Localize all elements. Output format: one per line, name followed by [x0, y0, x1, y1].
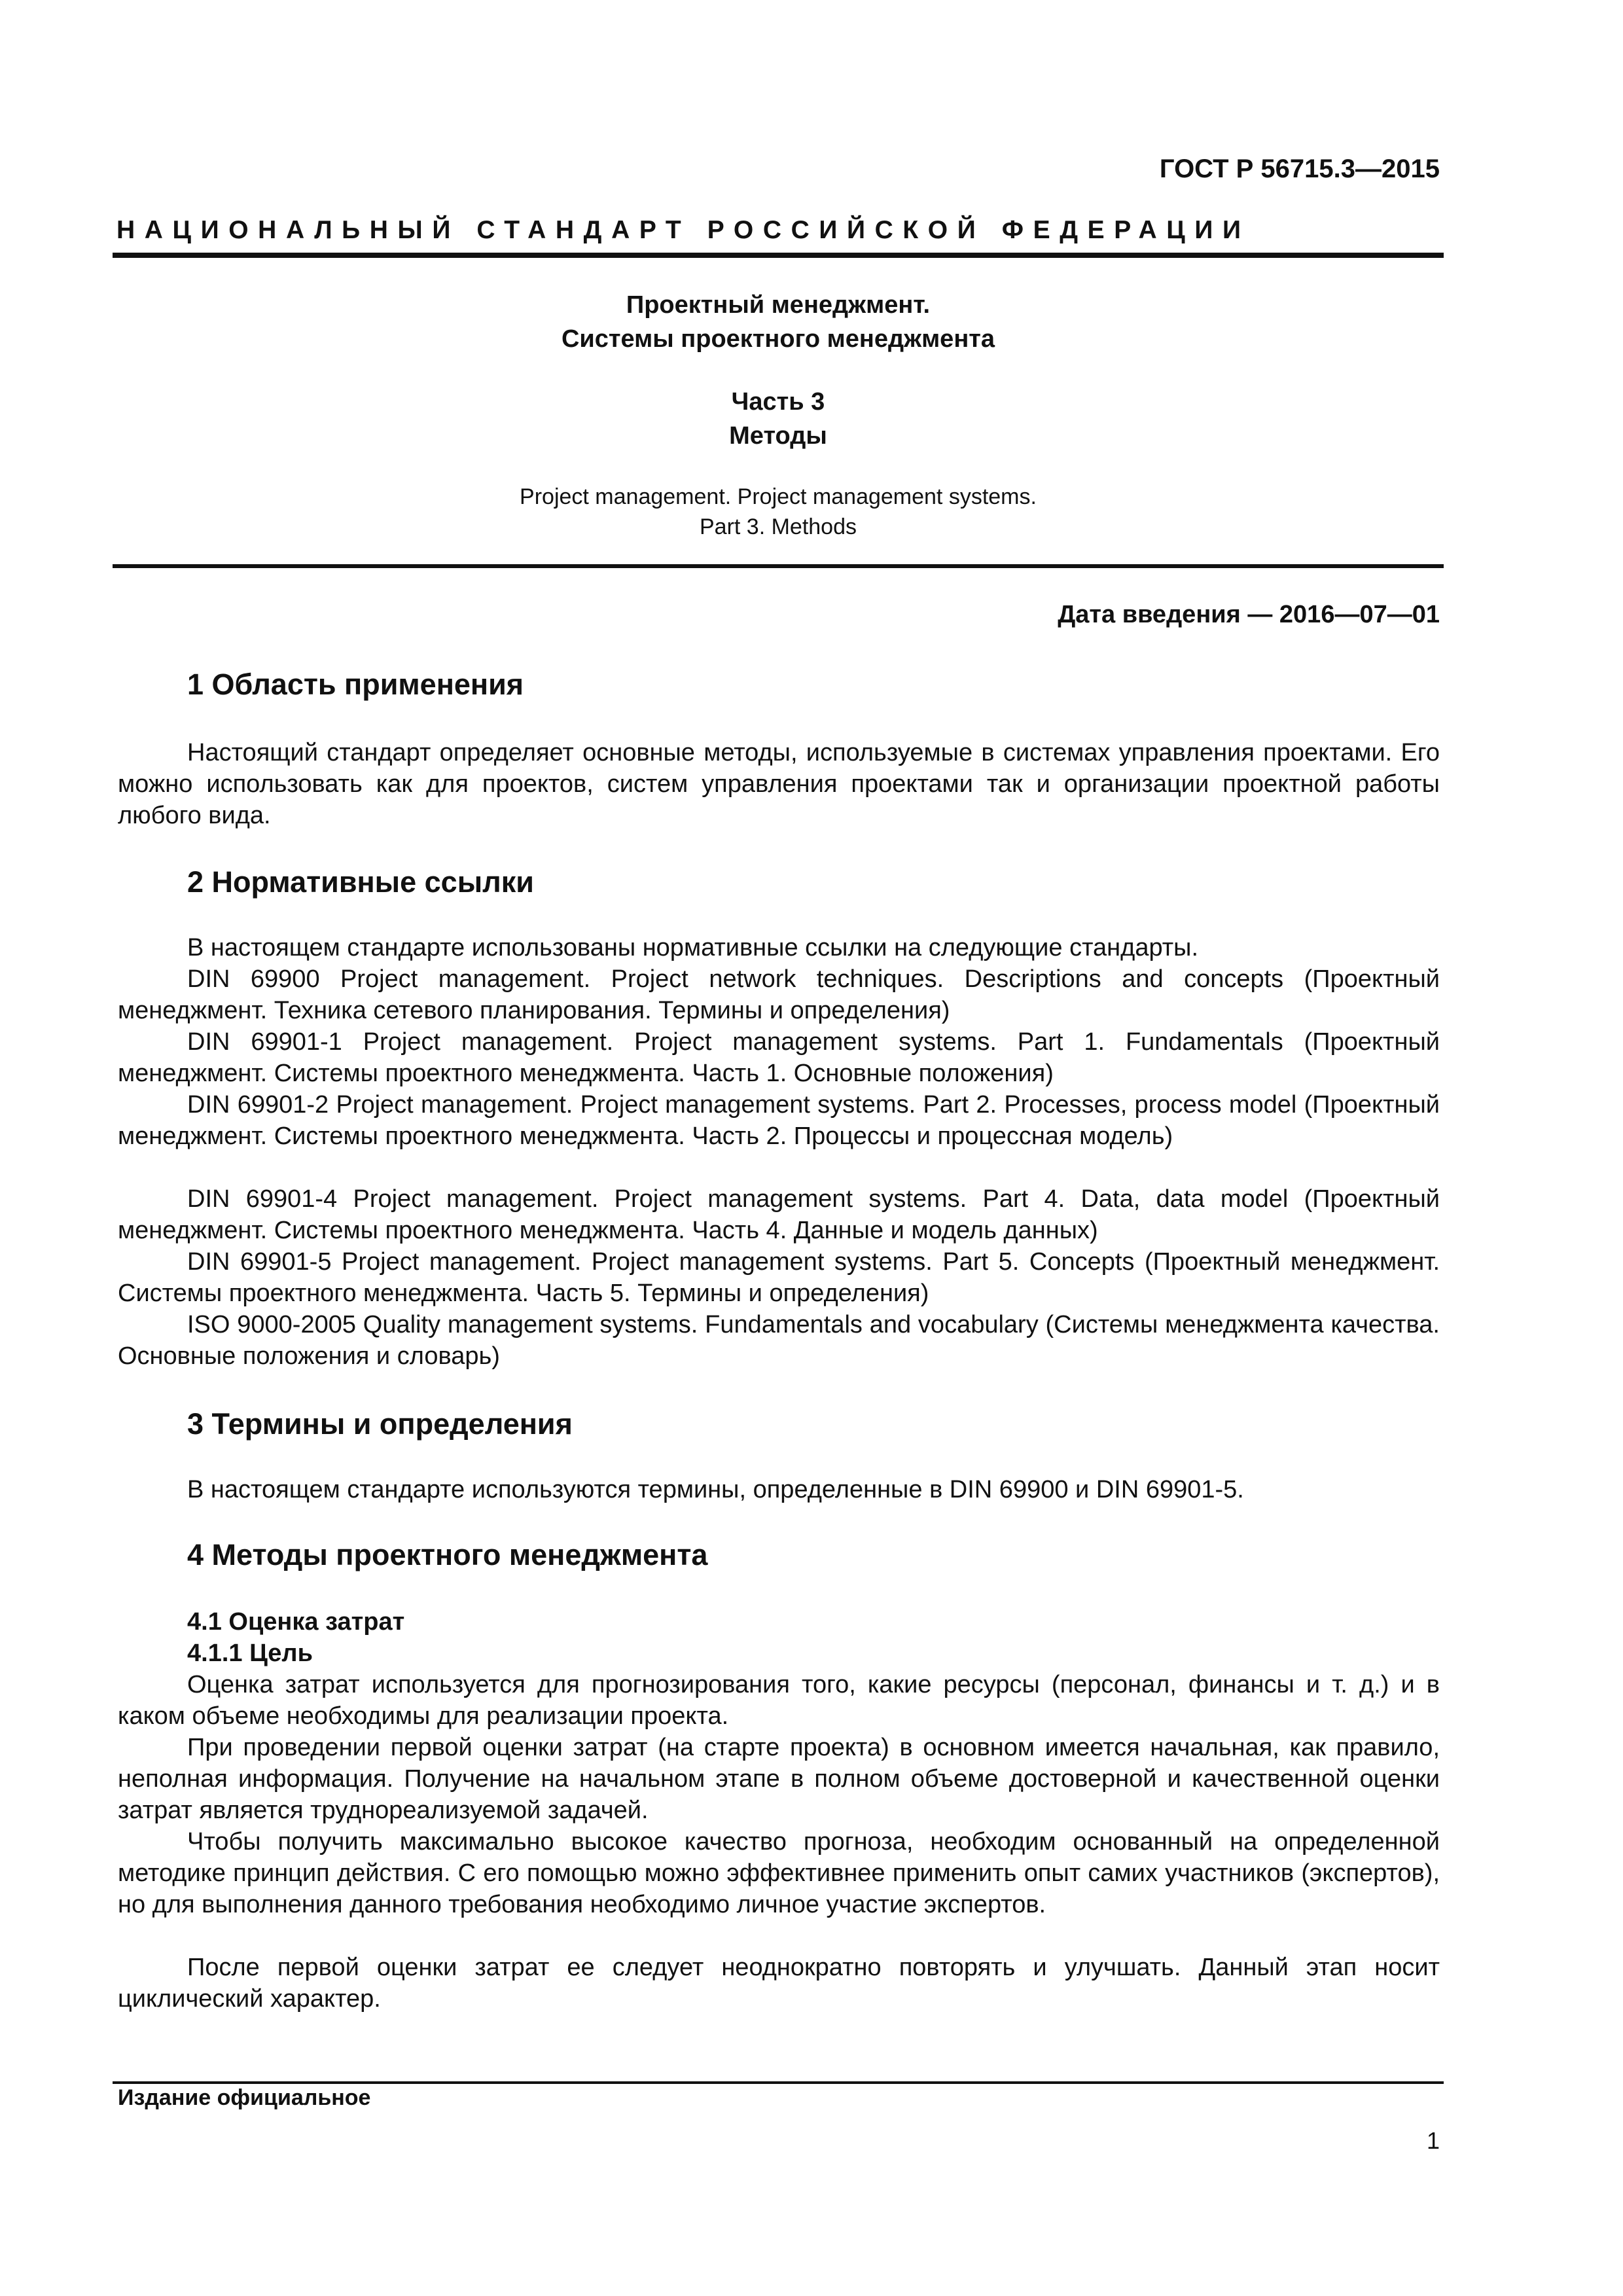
section-2-intro: В настоящем стандарте использованы нормативные ссылки на следующие стандарты. [187, 934, 1199, 961]
reference-din-69901-5: DIN 69901-5 Project management. Project management systems. Part 5. Concepts (Проектный менеджмент. Системы проектного менеджмента. Часть 5. Термины и определения) [118, 1248, 1440, 1307]
section-4-paragraph-1: Оценка затрат используется для прогнозирования того, какие ресурсы (персонал, финансы и т. д.) и в каком объеме необходимы для реализации проекта. [118, 1671, 1440, 1730]
subsection-4-1-heading: 4.1 Оценка затрат [187, 1608, 405, 1636]
reference-din-69901-2: DIN 69901-2 Project management. Project management systems. Part 2. Processes, process model (Проектный менеджмент. Системы проектного менеджмента. Часть 2. Процессы и процессная модель) [118, 1091, 1440, 1150]
section-1-paragraph: Настоящий стандарт определяет основные методы, используемые в системах управления проектами. Его можно использовать как для проектов, систем управления проектами так и организации проектной работы любого вида. [118, 739, 1440, 829]
reference-din-69901-4: DIN 69901-4 Project management. Project management systems. Part 4. Data, data model (Проектный менеджмент. Системы проектного менеджмента. Часть 4. Данные и модель данных) [118, 1185, 1440, 1244]
title-part-name: Методы [729, 422, 827, 450]
footer-rule [113, 2081, 1444, 2084]
effective-date: Дата введения — 2016—07—01 [1058, 601, 1440, 628]
official-edition-label: Издание официальное [118, 2085, 371, 2110]
title-line-1: Проектный менеджмент. [626, 291, 931, 319]
subsection-4-1-1-heading: 4.1.1 Цель [187, 1640, 313, 1667]
page-number: 1 [1426, 2127, 1440, 2154]
national-standard-banner: НАЦИОНАЛЬНЫЙ СТАНДАРТ РОССИЙСКОЙ ФЕДЕРАЦИИ [116, 216, 1251, 244]
section-4-heading: 4 Методы проектного менеджмента [187, 1538, 708, 1571]
section-2-heading: 2 Нормативные ссылки [187, 865, 534, 899]
title-part: Часть 3 [731, 388, 825, 416]
reference-din-69900: DIN 69900 Project management. Project network techniques. Descriptions and concepts (Проектный менеджмент. Техника сетевого планирования. Термины и определения) [118, 965, 1440, 1024]
section-4-paragraph-2: При проведении первой оценки затрат (на старте проекта) в основном имеется начальная, как правило, неполная информация. Получение на начальном этапе в полном объеме достоверной и качественной оценки затрат является труднореализуемой задачей. [118, 1734, 1440, 1824]
title-line-2: Системы проектного менеджмента [561, 325, 995, 353]
reference-din-69901-1: DIN 69901-1 Project management. Project management systems. Part 1. Fundamentals (Проектный менеджмент. Системы проектного менеджмента. Часть 1. Основные положения) [118, 1028, 1440, 1087]
section-3-heading: 3 Термины и определения [187, 1407, 573, 1441]
gost-number: ГОСТ Р 56715.3—2015 [1159, 154, 1440, 183]
reference-iso-9000: ISO 9000-2005 Quality management systems. Fundamentals and vocabulary (Системы менеджмента качества. Основные положения и словарь) [118, 1311, 1440, 1370]
title-english-line-2: Part 3. Methods [699, 514, 857, 539]
title-english-line-1: Project management. Project management systems. [520, 484, 1037, 509]
section-1-heading: 1 Область применения [187, 668, 524, 701]
title-bottom-rule [113, 564, 1444, 568]
section-4-paragraph-4: После первой оценки затрат ее следует неоднократно повторять и улучшать. Данный этап носит циклический характер. [118, 1954, 1440, 2013]
top-rule [113, 253, 1444, 258]
section-4-paragraph-3: Чтобы получить максимально высокое качество прогноза, необходим основанный на определенной методике принцип действия. С его помощью можно эффективнее применить опыт самих участников (экспертов), но для выполнения данного требования необходимо личное участие экспертов. [118, 1828, 1440, 1918]
section-3-paragraph: В настоящем стандарте используются термины, определенные в DIN 69900 и DIN 69901-5. [187, 1476, 1244, 1503]
